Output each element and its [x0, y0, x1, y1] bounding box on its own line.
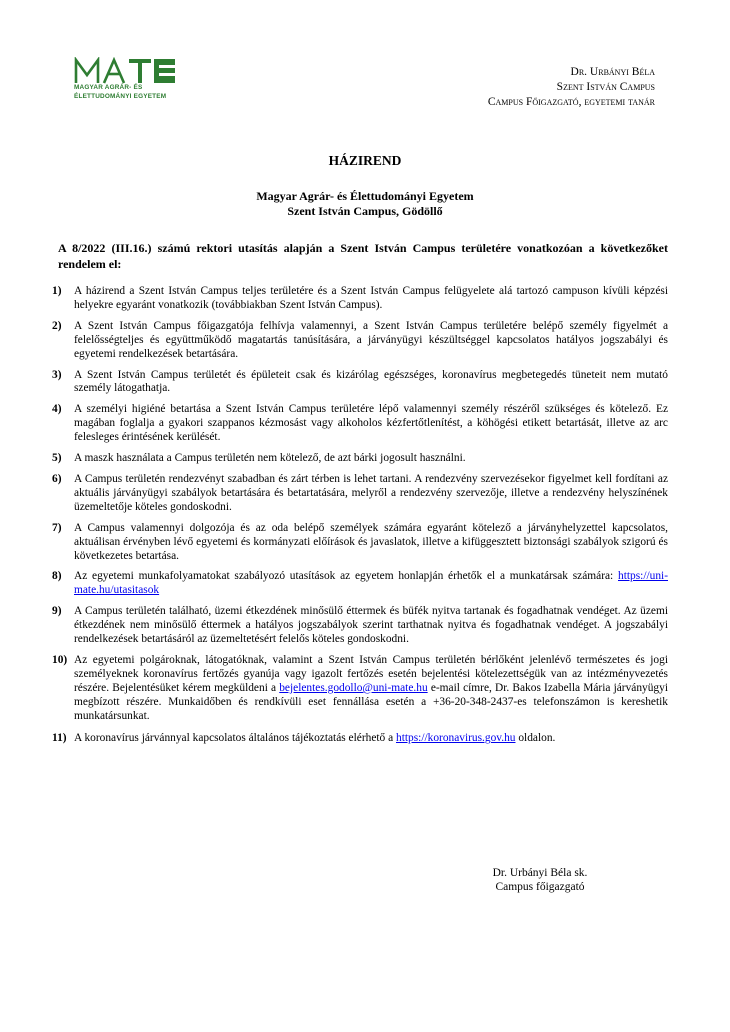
signature-role: Campus főigazgató	[495, 881, 585, 893]
subtitle-university: Magyar Agrár- és Élettudományi Egyetem	[256, 189, 474, 203]
item-number: 8)	[52, 570, 62, 583]
header-role: Campus Főigazgató, egyetemi tanár	[487, 96, 655, 108]
item-text: A Campus valamennyi dolgozója és az oda belépő személyek számára egyaránt kötelező a járványhelyzettel kapcsolatos, aktuálisan érvényben lévő egyetemi és kormányzati előírások és javaslatok, illetve a kifüggesztett biztonsági szabályok szigorú és következetes betartása.	[74, 521, 668, 562]
mate-logo	[74, 57, 254, 107]
koronavirus-link[interactable]: https://koronavirus.gov.hu	[396, 732, 516, 745]
item-text: Az egyetemi munkafolyamatokat szabályozó utasítások az egyetem honlapján érhetők el a munkatársak számára: https://uni-mate.hu/utasitasok	[74, 570, 668, 597]
logo-subtitle: MAGYAR AGRÁR- ÉS ÉLETTUDOMÁNYI EGYETEM	[74, 84, 167, 100]
item-number: 2)	[52, 319, 62, 332]
list-item	[52, 654, 668, 724]
intro-paragraph: A 8/2022 (III.16.) számú rektori utasítás alapján a Szent István Campus területére vonatkozóan a következőket rendelem el:	[58, 241, 668, 271]
item-number: 6)	[52, 472, 62, 485]
list-item	[52, 320, 668, 362]
item-text: A maszk használata a Campus területén nem kötelező, de azt bárki jogosult használni.	[74, 452, 466, 465]
item-text: Az egyetemi polgároknak, látogatóknak, valamint a Szent István Campus területén bérlőként jelenlévő természetes és jogi személyeknek koronavírus fertőzés gyanúja vagy igazolt fertőzés esetén bejelentési kötelezettségük van az intézményvezetés részére. Bejelentésüket kérem megküldeni a bejelentes.godollo@uni-mate.hu e-mail címre, Dr. Bakos Izabella Mária járványügyi megbízott részére. Munkaidőben és rendkívüli eset fennállása esetén a +36-20-348-2437-es telefonszámon is kereshetik munkatársunkat.	[74, 653, 668, 722]
item-text: A Szent István Campus területét és épületeit csak és kizárólag egészséges, koronavírus megbetegedés tüneteit nem mutató személy látogathatja.	[74, 368, 668, 395]
item-number: 1)	[52, 285, 62, 297]
header-name: Dr. Urbányi Béla	[570, 66, 655, 78]
list-item	[52, 605, 668, 647]
email-link[interactable]: bejelentes.godollo@uni-mate.hu	[279, 681, 428, 694]
item-number: 4)	[52, 403, 62, 416]
list-item	[52, 369, 668, 397]
signature-block	[440, 866, 640, 894]
list-item	[52, 473, 668, 515]
utasitasok-link[interactable]: https://uni-mate.hu/utasitasok	[74, 570, 668, 597]
item-text: A személyi higiéné betartása a Szent István Campus területére lépő valamennyi személy részéről szükséges és kötelező. Ez magában foglalja a gyakori szappanos kézmosást vagy alkoholos kézfertőtlenítést, a köhögési etikett betartását, illetve az arc felesleges érintésének kerülését.	[74, 403, 668, 444]
header-campus: Szent István Campus	[556, 81, 655, 93]
item-text: A Campus területén rendezvényt szabadban és zárt térben is lehet tartani. A rendezvény szervezésekor figyelmet kell fordítani az aktuális járványügyi szabályok betartására és betartatására, melyről a rendezvény szervezője, illetve a rendezvény helyszínének üzemeltetője köteles gondoskodni.	[74, 472, 668, 513]
item-text: A koronavírus járvánnyal kapcsolatos általános tájékoztatás elérhető a https://koronavirus.gov.hu oldalon.	[74, 732, 556, 745]
signature-name: Dr. Urbányi Béla sk.	[492, 867, 588, 879]
mate-logo-icon	[74, 57, 178, 85]
list-item	[52, 522, 668, 564]
item-text: A házirend a Szent István Campus teljes területére és a Szent István Campus felügyelete alá tartozó campuson kívüli képzési helyekre egyaránt vonatkozik (továbbiakban Szent István Campus).	[74, 285, 668, 311]
list-item	[52, 570, 668, 598]
rules-list	[52, 285, 668, 753]
item-number: 5)	[52, 452, 62, 465]
item-number: 3)	[52, 368, 62, 381]
item-text: A Campus területén található, üzemi étkezdének minősülő éttermek és büfék nyitva tartanak és fogadhatnak vendéget. Az üzemi étkezdének nem minősülő éttermek a hatályos jogszabályok szerint tarthatnak nyitva és fogadhatnak vendéget. A jogszabályi rendelkezések betartásáról az üzemeltetésért felelős köteles gondoskodni.	[74, 605, 668, 646]
document-subtitle	[0, 189, 730, 219]
item-number: 9)	[52, 605, 62, 618]
item-number: 7)	[52, 521, 62, 534]
list-item	[52, 285, 668, 313]
list-item	[52, 732, 668, 746]
item-number: 10)	[52, 653, 68, 666]
subtitle-campus: Szent István Campus, Gödöllő	[287, 204, 443, 218]
item-text: A Szent István Campus főigazgatója felhívja valamennyi, a Szent István Campus területére belépő személy figyelmét a felelősségteljes és együttműködő magatartás tanúsítására, a járványügyi készültséggel kapcsolatos hatályos jogszabályi és egyetemi rendelkezések betartására.	[74, 319, 668, 360]
item-number: 11)	[52, 732, 67, 745]
document-title: HÁZIREND	[328, 153, 402, 168]
list-item	[52, 452, 668, 466]
header-signatory	[488, 65, 655, 110]
list-item	[52, 403, 668, 445]
